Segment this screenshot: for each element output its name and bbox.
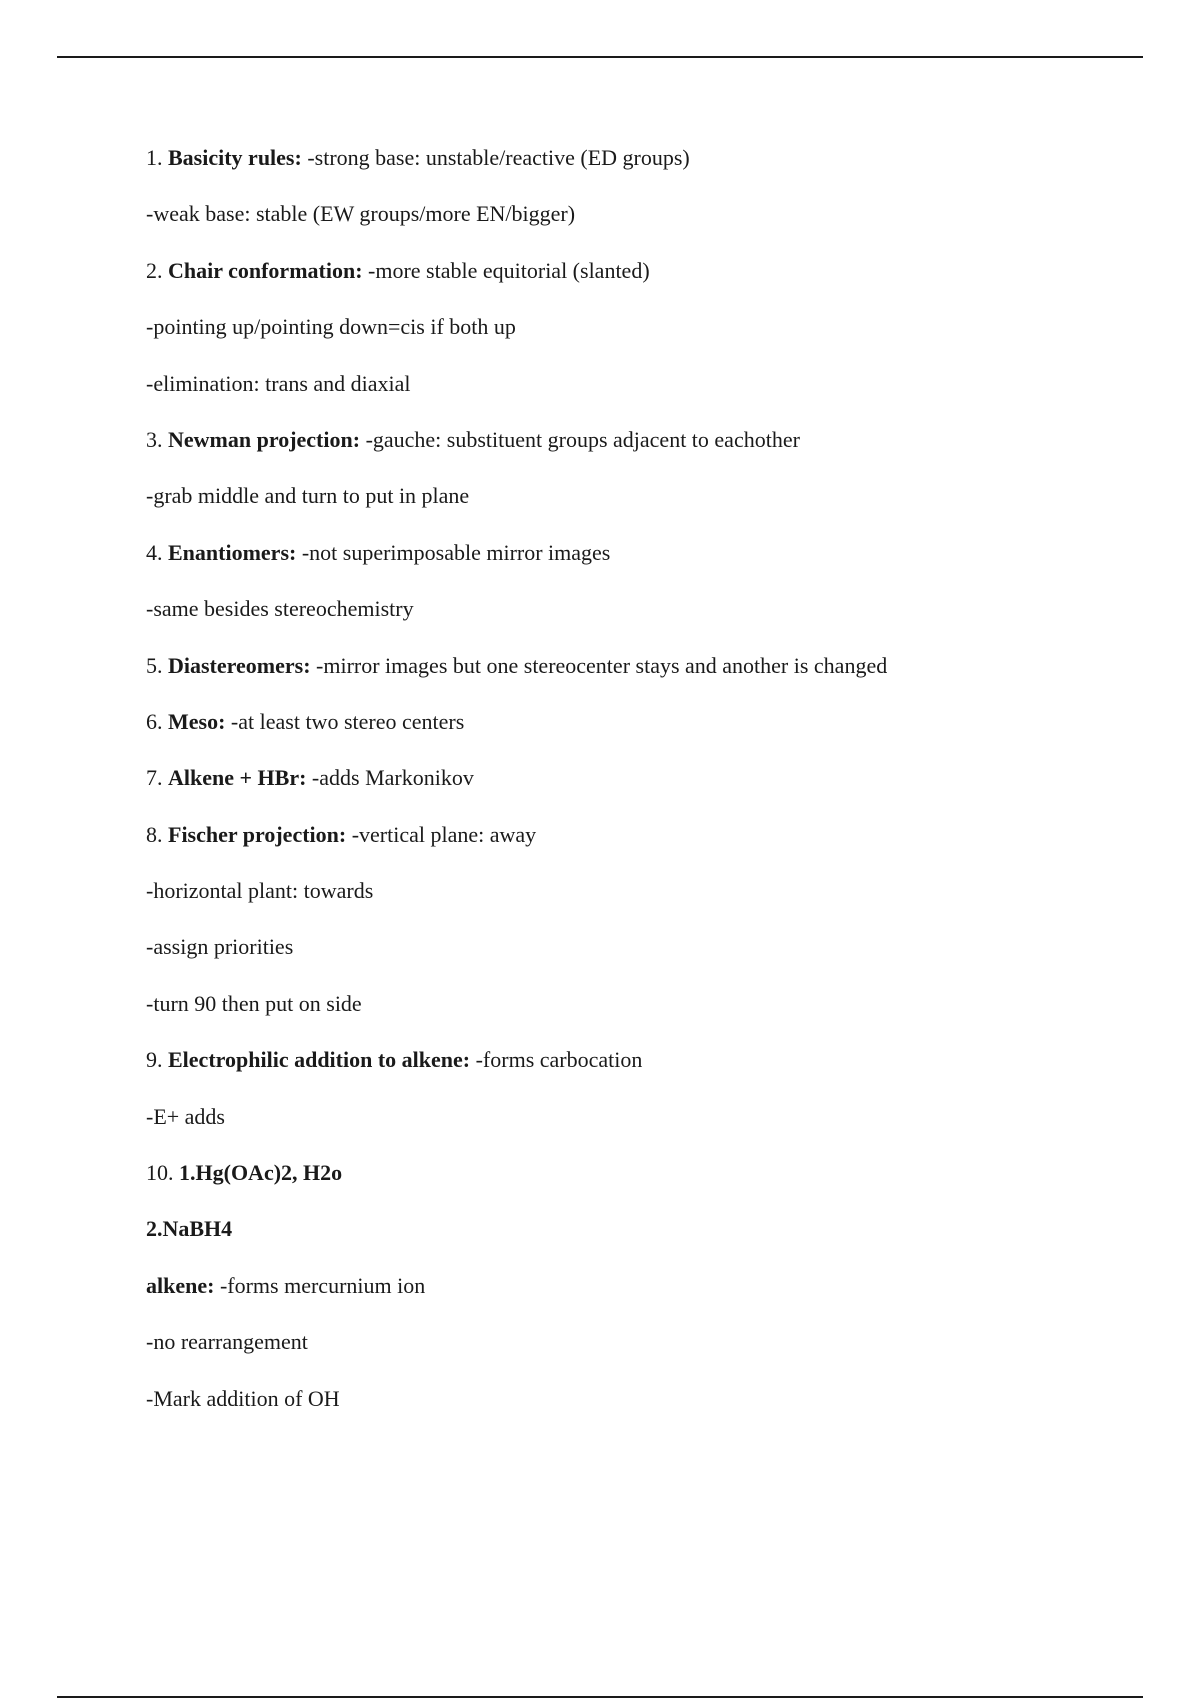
note-line [146, 707, 1146, 763]
note-line [146, 143, 1146, 199]
note-line [146, 1271, 1146, 1327]
item-text: -weak base: stable (EW groups/more EN/bigger) [146, 201, 576, 227]
note-line [146, 932, 1146, 988]
note-line [146, 1214, 1146, 1270]
item-heading: Alkene + HBr: [168, 765, 307, 791]
note-line [146, 1384, 1146, 1440]
note-line [146, 1102, 1146, 1158]
item-text: -strong base: unstable/reactive (ED groups) [301, 145, 690, 170]
note-line [146, 199, 1146, 255]
item-number: 10. [146, 1160, 179, 1186]
note-line [146, 989, 1146, 1045]
note-line [146, 651, 1146, 707]
item-text: -not superimposable mirror images [296, 539, 611, 565]
item-text: -gauche: substituent groups adjacent to eachother [360, 426, 800, 452]
item-heading: Fischer projection: [168, 821, 347, 847]
item-heading: alkene: [146, 1272, 215, 1298]
notes-body [146, 143, 1146, 1440]
item-number: 8. [146, 821, 168, 847]
item-number: 5. [146, 652, 168, 678]
item-number: 7. [146, 765, 168, 791]
item-heading: Basicity rules: [168, 145, 302, 170]
item-heading: Chair conformation: [168, 257, 363, 283]
item-text: -at least two stereo centers [225, 708, 465, 734]
note-line [146, 594, 1146, 650]
note-line [146, 763, 1146, 819]
item-text: -turn 90 then put on side [146, 990, 362, 1016]
item-number: 2. [146, 257, 168, 283]
item-heading: Meso: [168, 708, 226, 734]
item-text: -pointing up/pointing down=cis if both up [146, 314, 516, 340]
item-text: -adds Markonikov [306, 765, 474, 791]
item-text: -forms carbocation [470, 1047, 643, 1073]
item-text: -more stable equitorial (slanted) [362, 257, 650, 283]
note-line [146, 425, 1146, 481]
note-line [146, 369, 1146, 425]
item-number: 6. [146, 708, 168, 734]
item-number: 4. [146, 539, 168, 565]
note-line [146, 481, 1146, 537]
note-line [146, 1158, 1146, 1214]
item-text: -elimination: trans and diaxial [146, 370, 411, 396]
item-heading: 1.Hg(OAc)2, H2o [179, 1160, 343, 1186]
note-line [146, 256, 1146, 312]
item-heading: 2.NaBH4 [146, 1216, 233, 1242]
note-line [146, 538, 1146, 594]
item-heading: Enantiomers: [168, 539, 297, 565]
item-heading: Diastereomers: [168, 652, 311, 678]
item-text: -grab middle and turn to put in plane [146, 483, 470, 509]
item-heading: Newman projection: [168, 426, 361, 452]
item-text: -mirror images but one stereocenter stays and another is changed [310, 652, 888, 678]
item-text: -forms mercurnium ion [214, 1272, 426, 1298]
item-text: -assign priorities [146, 934, 294, 960]
note-line [146, 876, 1146, 932]
item-number: 1. [146, 145, 168, 170]
note-line [146, 820, 1146, 876]
item-text: -same besides stereochemistry [146, 596, 414, 622]
item-text: -Mark addition of OH [146, 1385, 340, 1411]
note-line [146, 1327, 1146, 1383]
item-text: -no rearrangement [146, 1329, 308, 1355]
item-number: 3. [146, 426, 168, 452]
bottom-rule [57, 1696, 1143, 1698]
item-number: 9. [146, 1047, 168, 1073]
item-text: -vertical plane: away [346, 821, 537, 847]
note-line [146, 312, 1146, 368]
top-rule [57, 56, 1143, 58]
note-line [146, 1045, 1146, 1101]
item-text: -horizontal plant: towards [146, 878, 374, 904]
item-text: -E+ adds [146, 1103, 225, 1129]
item-heading: Electrophilic addition to alkene: [168, 1047, 471, 1073]
